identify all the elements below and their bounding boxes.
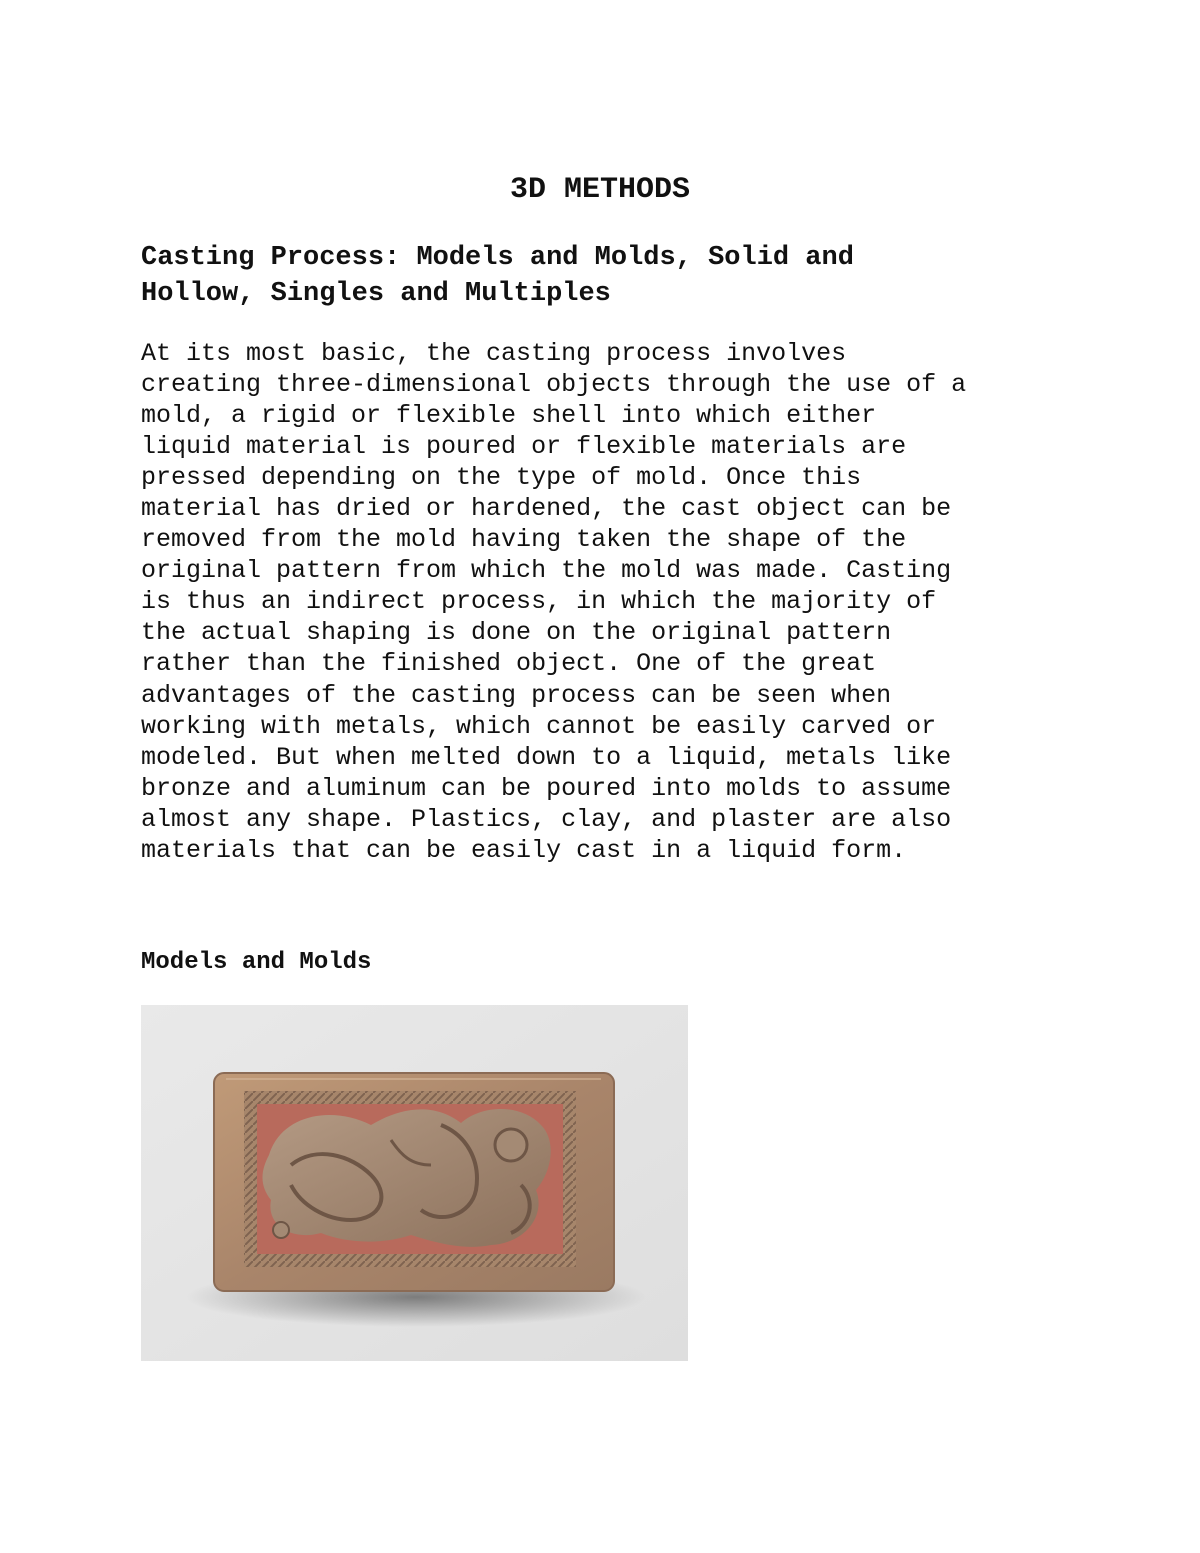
- body-line: bronze and aluminum can be poured into molds to assume: [141, 773, 952, 803]
- body-line: removed from the mold having taken the shape of the: [141, 525, 907, 555]
- body-line: advantages of the casting process can be seen when: [141, 680, 892, 710]
- body-line: pressed depending on the type of mold. Once this: [141, 463, 862, 493]
- body-paragraph: [141, 338, 1081, 866]
- body-line: working with metals, which cannot be easily carved or: [141, 711, 937, 741]
- section-heading: [141, 240, 1061, 312]
- body-line: liquid material is poured or flexible materials are: [141, 432, 907, 462]
- body-line: modeled. But when melted down to a liquid, metals like: [141, 742, 952, 772]
- section-heading-text: Casting Process: Models and Molds, Solid and Hollow, Singles and Multiples: [141, 243, 854, 309]
- body-line: mold, a rigid or flexible shell into which either: [141, 401, 877, 431]
- body-line: material has dried or hardened, the cast object can be: [141, 494, 952, 524]
- body-line: is thus an indirect process, in which the majority of: [141, 587, 937, 617]
- page-title: 3D METHODS: [509, 173, 691, 207]
- body-line: the actual shaping is done on the original pattern: [141, 618, 892, 648]
- body-line: At its most basic, the casting process involves: [141, 339, 847, 368]
- body-line: materials that can be easily cast in a liquid form.: [141, 835, 907, 865]
- body-line: rather than the finished object. One of the great: [141, 649, 877, 679]
- carved-clay-mold-photo-icon: [141, 1005, 688, 1361]
- body-line: original pattern from which the mold was made. Casting: [141, 556, 952, 586]
- mold-photo: [141, 1005, 688, 1361]
- subheading-models-and-molds: Models and Molds: [141, 949, 372, 976]
- body-line: almost any shape. Plastics, clay, and plaster are also: [141, 804, 952, 834]
- body-line: creating three-dimensional objects through the use of a: [141, 370, 967, 400]
